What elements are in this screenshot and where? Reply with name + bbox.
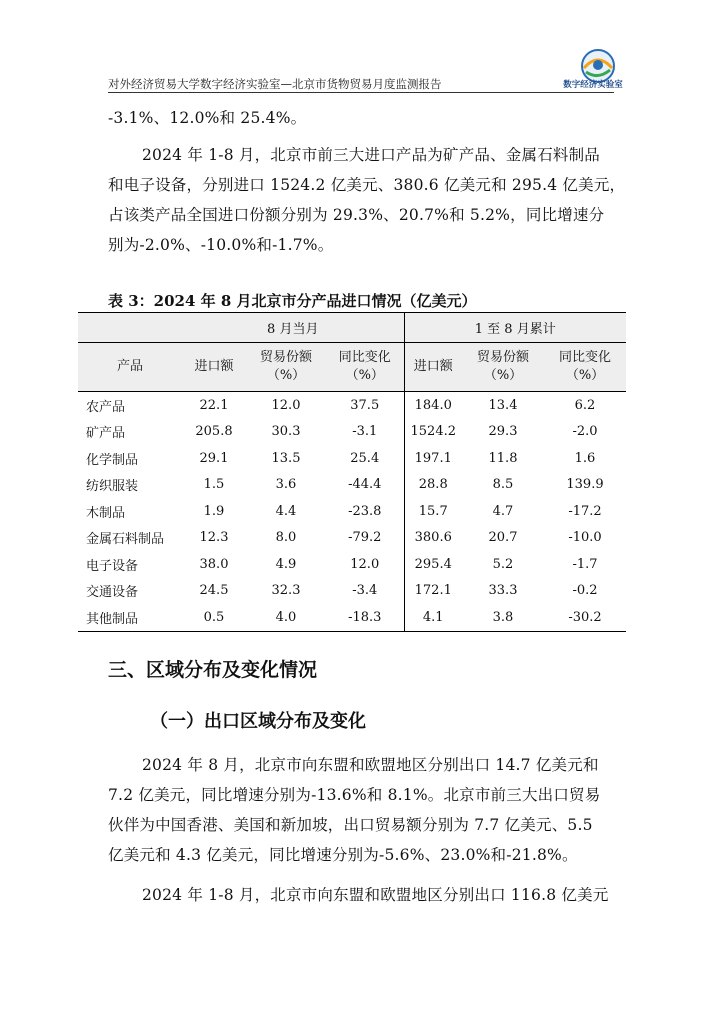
logo-text: 数字经济实验室 [563,80,623,90]
table-row: 交通设备 24.5 32.3 -3.4 172.1 33.3 -0.2 [78,578,626,605]
section-heading: 三、区域分布及变化情况 [108,659,318,681]
text-line: 7.2 亿美元，同比增速分别为-13.6%和 8.1%。北京市前三大出口贸易 [108,786,601,804]
column-header-product: 产品 [78,343,182,392]
text-line: 亿美元和 4.3 亿美元，同比增速分别为-5.6%、23.0%和-21.8%。 [108,846,578,864]
import-by-product-table [78,312,626,632]
column-header-import-cumulative: 进口额 [404,343,462,392]
table-row: 木制品 1.9 4.4 -23.8 15.7 4.7 -17.2 [78,498,626,525]
column-header-change-cumulative: 同比变化 （%） [544,343,626,392]
text-line: 伙伴为中国香港、美国和新加坡，出口贸易额分别为 7.7 亿美元、5.5 [108,816,593,834]
table-row: 化学制品 29.1 13.5 25.4 197.1 11.8 1.6 [78,445,626,472]
text-line: -3.1%、12.0%和 25.4%。 [108,109,307,127]
table-row: 纺织服装 1.5 3.6 -44.4 28.8 8.5 139.9 [78,472,626,499]
subsection-heading: （一）出口区域分布及变化 [150,711,366,732]
text-line: 2024 年 1-8 月，北京市前三大进口产品为矿产品、金属石料制品 [142,146,600,164]
text-line: 2024 年 8 月，北京市向东盟和欧盟地区分别出口 14.7 亿美元和 [142,756,599,774]
text-line: 别为-2.0%、-10.0%和-1.7%。 [108,236,334,254]
group-header-current-month: 8 月当月 [182,313,404,343]
table-row: 电子设备 38.0 4.9 12.0 295.4 5.2 -1.7 [78,551,626,578]
column-header-share-cumulative: 贸易份额 （%） [462,343,544,392]
table-row: 农产品 22.1 12.0 37.5 184.0 13.4 6.2 [78,392,626,419]
header-rule [108,92,614,93]
text-line: 占该类产品全国进口份额分别为 29.3%、20.7%和 5.2%，同比增速分 [108,206,605,224]
column-header-import: 进口额 [182,343,246,392]
paragraph-continuation [108,103,614,133]
table-row: 金属石料制品 12.3 8.0 -79.2 380.6 20.7 -10.0 [78,525,626,552]
table-row: 其他制品 0.5 4.0 -18.3 4.1 3.8 -30.2 [78,604,626,631]
text-line: 和电子设备，分别进口 1524.2 亿美元、380.6 亿美元和 295.4 亿美元， [108,176,626,194]
text-line: 2024 年 1-8 月，北京市向东盟和欧盟地区分别出口 116.8 亿美元 [142,886,609,904]
report-header: 对外经济贸易大学数字经济实验室—北京市货物贸易月度监测报告 [108,77,442,91]
paragraph-import-summary [108,140,626,260]
table-row: 矿产品 205.8 30.3 -3.1 1524.2 29.3 -2.0 [78,419,626,446]
column-header-share: 贸易份额 （%） [246,343,326,392]
header-blank [78,313,182,343]
column-header-change: 同比变化 （%） [326,343,404,392]
paragraph-cumulative-exports [108,880,614,910]
table-caption: 表 3：2024 年 8 月北京市分产品进口情况（亿美元） [108,292,477,310]
paragraph-export-regions [108,750,614,870]
group-header-cumulative: 1 至 8 月累计 [404,313,626,343]
